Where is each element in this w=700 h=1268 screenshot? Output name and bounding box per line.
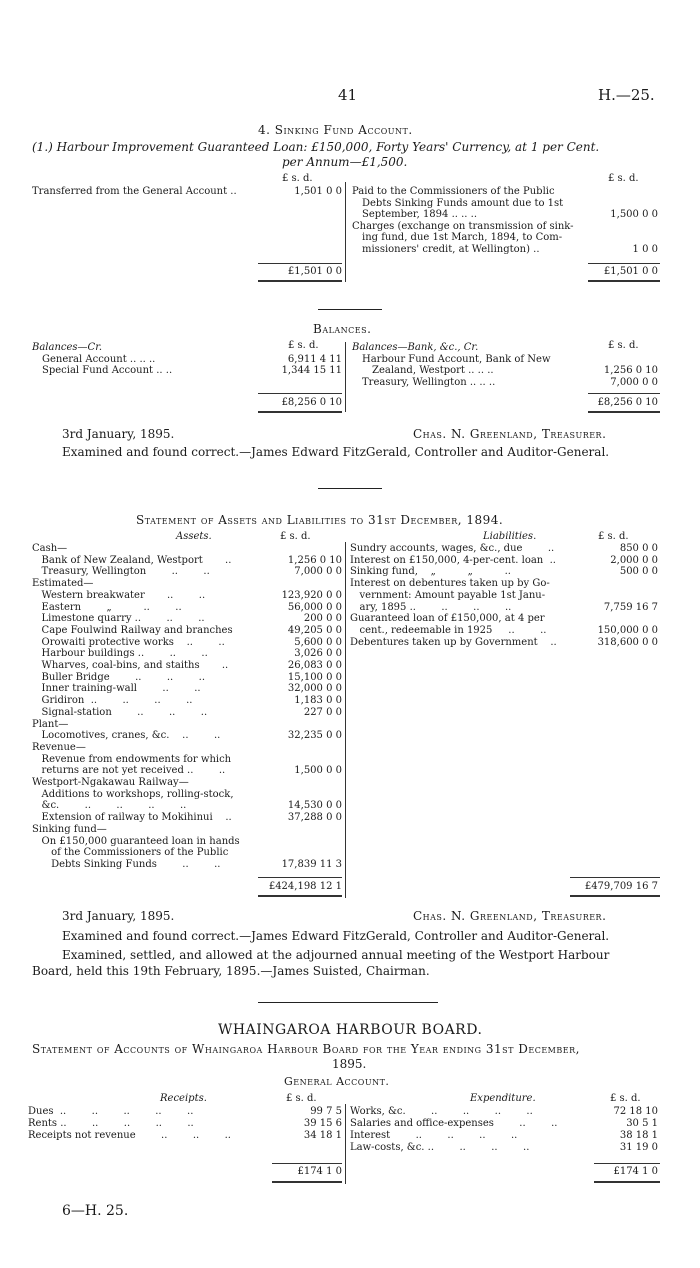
balances-total-right: £8,256 0 10 bbox=[597, 397, 658, 408]
asset-row-amount: 1,183 0 0 bbox=[294, 695, 342, 707]
expenditure-row-label: Law-costs, &c. .. .. .. .. bbox=[350, 1142, 530, 1153]
balances-currency-left: £ s. d. bbox=[288, 340, 319, 351]
expenditure-currency: £ s. d. bbox=[610, 1093, 641, 1104]
sinking-subtitle-2: per Annum—£1,500. bbox=[282, 155, 408, 169]
settled-statement-line-2: Board, held this 19th February, 1895.—James Suisted, Chairman. bbox=[32, 964, 430, 978]
liabilities-currency: £ s. d. bbox=[598, 531, 629, 542]
expenditure-row-amount: 72 18 10 bbox=[613, 1106, 658, 1117]
liability-row-amount: 2,000 0 0 bbox=[610, 554, 658, 566]
sinking-right-total-rule bbox=[588, 280, 660, 282]
liability-row-amount: 850 0 0 bbox=[619, 543, 658, 554]
balances-general-account: General Account .. .. .. bbox=[42, 353, 156, 365]
examined-statement-1: Examined and found correct.—James Edward FitzGerald, Controller and Auditor-General. bbox=[62, 445, 610, 459]
section-separator-1 bbox=[318, 309, 382, 310]
statement-title: Statement of Assets and Liabilities to 31st December, 1894. bbox=[136, 513, 504, 527]
sinking-column-divider bbox=[345, 182, 346, 282]
liability-row-label: ary, 1895 .. .. .. .. bbox=[350, 601, 512, 613]
balances-right-amount-1: 1,256 0 10 bbox=[603, 365, 658, 376]
asset-row-amount: 32,000 0 0 bbox=[287, 683, 342, 695]
asset-row-label: Inner training-wall .. .. bbox=[32, 683, 201, 695]
asset-row-amount: 1,500 0 0 bbox=[294, 765, 342, 777]
asset-row-label: returns are not yet received .. .. bbox=[32, 765, 226, 777]
sinking-left-item: Transferred from the General Account .. bbox=[32, 186, 237, 197]
whaingaroa-statement-line-2: 1895. bbox=[332, 1057, 367, 1071]
balances-right-amount-2: 7,000 0 0 bbox=[610, 376, 658, 388]
section-separator-3 bbox=[258, 1002, 438, 1003]
liability-row-amount: 500 0 0 bbox=[619, 566, 658, 578]
liability-row-label: Guaranteed loan of £150,000, at 4 per bbox=[350, 613, 545, 625]
receipt-row-amount: 34 18 1 bbox=[303, 1130, 342, 1141]
asset-row-label: Cash— bbox=[32, 543, 68, 554]
balances-special-amount: 1,344 15 11 bbox=[281, 365, 342, 376]
asset-row-label: Gridiron .. .. .. .. bbox=[32, 695, 193, 707]
printer-signature: 6—H. 25. bbox=[62, 1203, 129, 1219]
asset-row-label: Revenue— bbox=[32, 741, 86, 753]
signature-date-2: 3rd January, 1895. bbox=[62, 909, 175, 923]
expenditure-row-amount: 31 19 0 bbox=[619, 1142, 658, 1153]
sinking-right-line-4: Charges (exchange on transmission of sink- bbox=[352, 220, 574, 232]
signature-date-1: 3rd January, 1895. bbox=[62, 427, 175, 441]
asset-row-amount: 5,600 0 0 bbox=[294, 636, 342, 648]
asset-row-label: Orowaiti protective works .. .. bbox=[32, 636, 225, 648]
asset-row-amount: 200 0 0 bbox=[303, 613, 342, 625]
asset-row-amount: 56,000 0 0 bbox=[287, 601, 342, 613]
asset-row-label: Sinking fund— bbox=[32, 823, 107, 835]
asset-row-label: Bank of New Zealand, Westport .. bbox=[32, 554, 232, 566]
asset-row-label: Western breakwater .. .. bbox=[32, 589, 206, 601]
sinking-right-sum-rule bbox=[588, 263, 660, 264]
expenditure-total-rule bbox=[594, 1181, 660, 1183]
asset-row-label: Cape Foulwind Railway and branches bbox=[32, 624, 233, 636]
asset-row-label: Signal-station .. .. .. bbox=[32, 706, 208, 718]
balances-left-total-rule bbox=[258, 411, 342, 413]
asset-row-amount: 1,256 0 10 bbox=[287, 554, 342, 566]
liability-row-label: cent., redeemable in 1925 .. .. bbox=[350, 624, 547, 636]
assets-sum-rule bbox=[258, 877, 342, 878]
balances-right-line-3: Treasury, Wellington .. .. .. bbox=[362, 376, 496, 388]
liability-row-label: Debentures taken up by Government .. bbox=[350, 636, 557, 648]
asset-row-amount: 15,100 0 0 bbox=[287, 671, 342, 683]
liability-row-label: Sundry accounts, wages, &c., due .. bbox=[350, 543, 555, 554]
assets-total-rule bbox=[258, 895, 342, 897]
asset-row-label: Limestone quarry .. .. .. bbox=[32, 613, 205, 625]
document-ref: H.—25. bbox=[598, 86, 655, 104]
liability-row-amount: 150,000 0 0 bbox=[597, 624, 658, 636]
asset-row-label: of the Commissioners of the Public bbox=[32, 847, 229, 859]
balances-left-sum-rule bbox=[258, 393, 342, 394]
liability-row-label: vernment: Amount payable 1st Janu- bbox=[350, 589, 546, 601]
asset-row-label: Eastern „ .. .. bbox=[32, 601, 182, 613]
asset-row-amount: 17,839 11 3 bbox=[281, 858, 342, 870]
sinking-total-left: £1,501 0 0 bbox=[287, 266, 342, 277]
asset-row-label: Revenue from endowments for which bbox=[32, 753, 232, 765]
balances-currency-right: £ s. d. bbox=[608, 340, 639, 351]
examined-statement-2: Examined and found correct.—James Edward FitzGerald, Controller and Auditor-General. bbox=[62, 929, 610, 943]
asset-row-label: Extension of railway to Mokihinui .. bbox=[32, 812, 232, 824]
expenditure-row-label: Interest .. .. .. .. bbox=[350, 1130, 518, 1141]
liability-row-amount: 318,600 0 0 bbox=[597, 636, 658, 648]
receipts-total: £174 1 0 bbox=[297, 1166, 342, 1177]
asset-row-label: Additions to workshops, rolling-stock, bbox=[32, 788, 234, 800]
balances-right-line-1: Harbour Fund Account, Bank of New bbox=[362, 353, 551, 365]
sinking-subtitle-1: (1.) Harbour Improvement Guaranteed Loan: £150,000, Forty Years' Currency, at 1 per Cent. bbox=[32, 140, 600, 154]
sinking-left-amount: 1,501 0 0 bbox=[294, 186, 342, 197]
expenditure-row-amount: 30 5 1 bbox=[626, 1118, 658, 1129]
whaingaroa-title: WHAINGAROA HARBOUR BOARD. bbox=[218, 1022, 483, 1038]
receipt-row-label: Rents .. .. .. .. .. bbox=[28, 1118, 194, 1129]
asset-row-amount: 32,235 0 0 bbox=[287, 730, 342, 742]
asset-row-label: Plant— bbox=[32, 718, 69, 730]
sinking-currency-left: £ s. d. bbox=[282, 173, 313, 184]
assets-currency: £ s. d. bbox=[280, 531, 311, 542]
receipt-row-amount: 99 7 5 bbox=[310, 1106, 342, 1117]
treasurer-signature-1: Chas. N. Greenland, Treasurer. bbox=[413, 427, 607, 441]
asset-row-amount: 3,026 0 0 bbox=[294, 648, 342, 660]
expenditure-sum-rule bbox=[594, 1163, 660, 1164]
receipt-row-label: Receipts not revenue .. .. .. bbox=[28, 1130, 231, 1141]
expenditure-heading: Expenditure. bbox=[470, 1093, 536, 1104]
liabilities-total: £479,709 16 7 bbox=[584, 881, 658, 892]
sinking-currency-right: £ s. d. bbox=[608, 173, 639, 184]
asset-row-amount: 123,920 0 0 bbox=[281, 589, 342, 601]
balances-special-fund: Special Fund Account .. .. bbox=[42, 365, 173, 376]
sinking-title: 4. Sinking Fund Account. bbox=[258, 123, 413, 137]
receipts-currency: £ s. d. bbox=[286, 1093, 317, 1104]
receipts-total-rule bbox=[272, 1181, 342, 1183]
asset-row-amount: 7,000 0 0 bbox=[294, 566, 342, 578]
liability-row-label: Interest on £150,000, 4-per-cent. loan .. bbox=[350, 554, 556, 566]
asset-row-amount: 227 0 0 bbox=[303, 706, 342, 718]
asset-row-label: Locomotives, cranes, &c. .. .. bbox=[32, 730, 221, 742]
asset-row-label: Harbour buildings .. .. .. bbox=[32, 648, 208, 660]
general-account-title: General Account. bbox=[284, 1075, 390, 1088]
treasurer-signature-2: Chas. N. Greenland, Treasurer. bbox=[413, 909, 607, 923]
sinking-right-line-3: September, 1894 .. .. .. bbox=[362, 209, 478, 220]
whaingaroa-statement-line-1: Statement of Accounts of Whaingaroa Harbour Board for the Year ending 31st December, bbox=[32, 1042, 580, 1056]
balances-title: Balances. bbox=[313, 322, 372, 336]
balances-column-divider bbox=[345, 342, 346, 412]
balances-left-heading: Balances—Cr. bbox=[32, 342, 103, 353]
statement-column-divider bbox=[345, 542, 346, 898]
asset-row-label: Debts Sinking Funds .. .. bbox=[32, 858, 221, 870]
receipts-heading: Receipts. bbox=[160, 1093, 207, 1104]
balances-general-amount: 6,911 4 11 bbox=[287, 353, 342, 365]
receipt-row-amount: 39 15 6 bbox=[303, 1118, 342, 1129]
liability-row-label: Interest on debentures taken up by Go- bbox=[350, 578, 550, 590]
balances-right-sum-rule bbox=[588, 393, 660, 394]
sinking-right-line-1: Paid to the Commissioners of the Public bbox=[352, 186, 555, 197]
asset-row-label: &c. .. .. .. .. bbox=[32, 800, 187, 812]
expenditure-row-amount: 38 18 1 bbox=[619, 1130, 658, 1141]
liability-row-label: Sinking fund, „ „ .. bbox=[350, 566, 511, 578]
page-number: 41 bbox=[338, 86, 358, 104]
sinking-right-amount-2: 1 0 0 bbox=[632, 243, 658, 255]
balances-total-left: £8,256 0 10 bbox=[281, 397, 342, 408]
sinking-right-line-2: Debts Sinking Funds amount due to 1st bbox=[362, 197, 564, 209]
receipt-row-label: Dues .. .. .. .. .. bbox=[28, 1106, 194, 1117]
assets-heading: Assets. bbox=[176, 531, 212, 542]
sinking-right-line-6: missioners' credit, at Wellington) .. bbox=[362, 243, 540, 255]
expenditure-row-label: Salaries and office-expenses .. .. bbox=[350, 1118, 558, 1129]
assets-total: £424,198 12 1 bbox=[268, 881, 342, 892]
general-account-column-divider bbox=[345, 1104, 346, 1184]
asset-row-amount: 14,530 0 0 bbox=[287, 800, 342, 812]
asset-row-amount: 37,288 0 0 bbox=[287, 812, 342, 824]
liabilities-sum-rule bbox=[570, 877, 660, 878]
sinking-total-right: £1,501 0 0 bbox=[603, 266, 658, 277]
asset-row-label: Buller Bridge .. .. .. bbox=[32, 671, 206, 683]
receipts-sum-rule bbox=[272, 1163, 342, 1164]
sinking-right-amount-1: 1,500 0 0 bbox=[610, 209, 658, 220]
asset-row-label: On £150,000 guaranteed loan in hands bbox=[32, 835, 240, 847]
liability-row-amount: 7,759 16 7 bbox=[603, 601, 658, 613]
sinking-right-line-5: ing fund, due 1st March, 1894, to Com- bbox=[362, 232, 563, 243]
balances-right-total-rule bbox=[588, 411, 660, 413]
expenditure-row-label: Works, &c. .. .. .. .. bbox=[350, 1106, 533, 1117]
balances-right-line-2: Zealand, Westport .. .. .. bbox=[372, 365, 494, 376]
asset-row-label: Estimated— bbox=[32, 578, 94, 590]
balances-right-heading: Balances—Bank, &c., Cr. bbox=[352, 342, 479, 353]
asset-row-label: Wharves, coal-bins, and staiths .. bbox=[32, 660, 229, 671]
sinking-left-total-rule bbox=[258, 280, 342, 282]
liabilities-total-rule bbox=[570, 895, 660, 897]
asset-row-label: Westport-Ngakawau Railway— bbox=[32, 777, 189, 788]
sinking-left-sum-rule bbox=[258, 263, 342, 264]
asset-row-label: Treasury, Wellington .. .. bbox=[32, 566, 210, 578]
section-separator-2 bbox=[318, 488, 382, 489]
settled-statement-line-1: Examined, settled, and allowed at the adjourned annual meeting of the Westport Harbour bbox=[62, 948, 610, 962]
asset-row-amount: 26,083 0 0 bbox=[287, 660, 342, 671]
asset-row-amount: 49,205 0 0 bbox=[287, 624, 342, 636]
liabilities-heading: Liabilities. bbox=[483, 531, 537, 542]
expenditure-total: £174 1 0 bbox=[613, 1166, 658, 1177]
